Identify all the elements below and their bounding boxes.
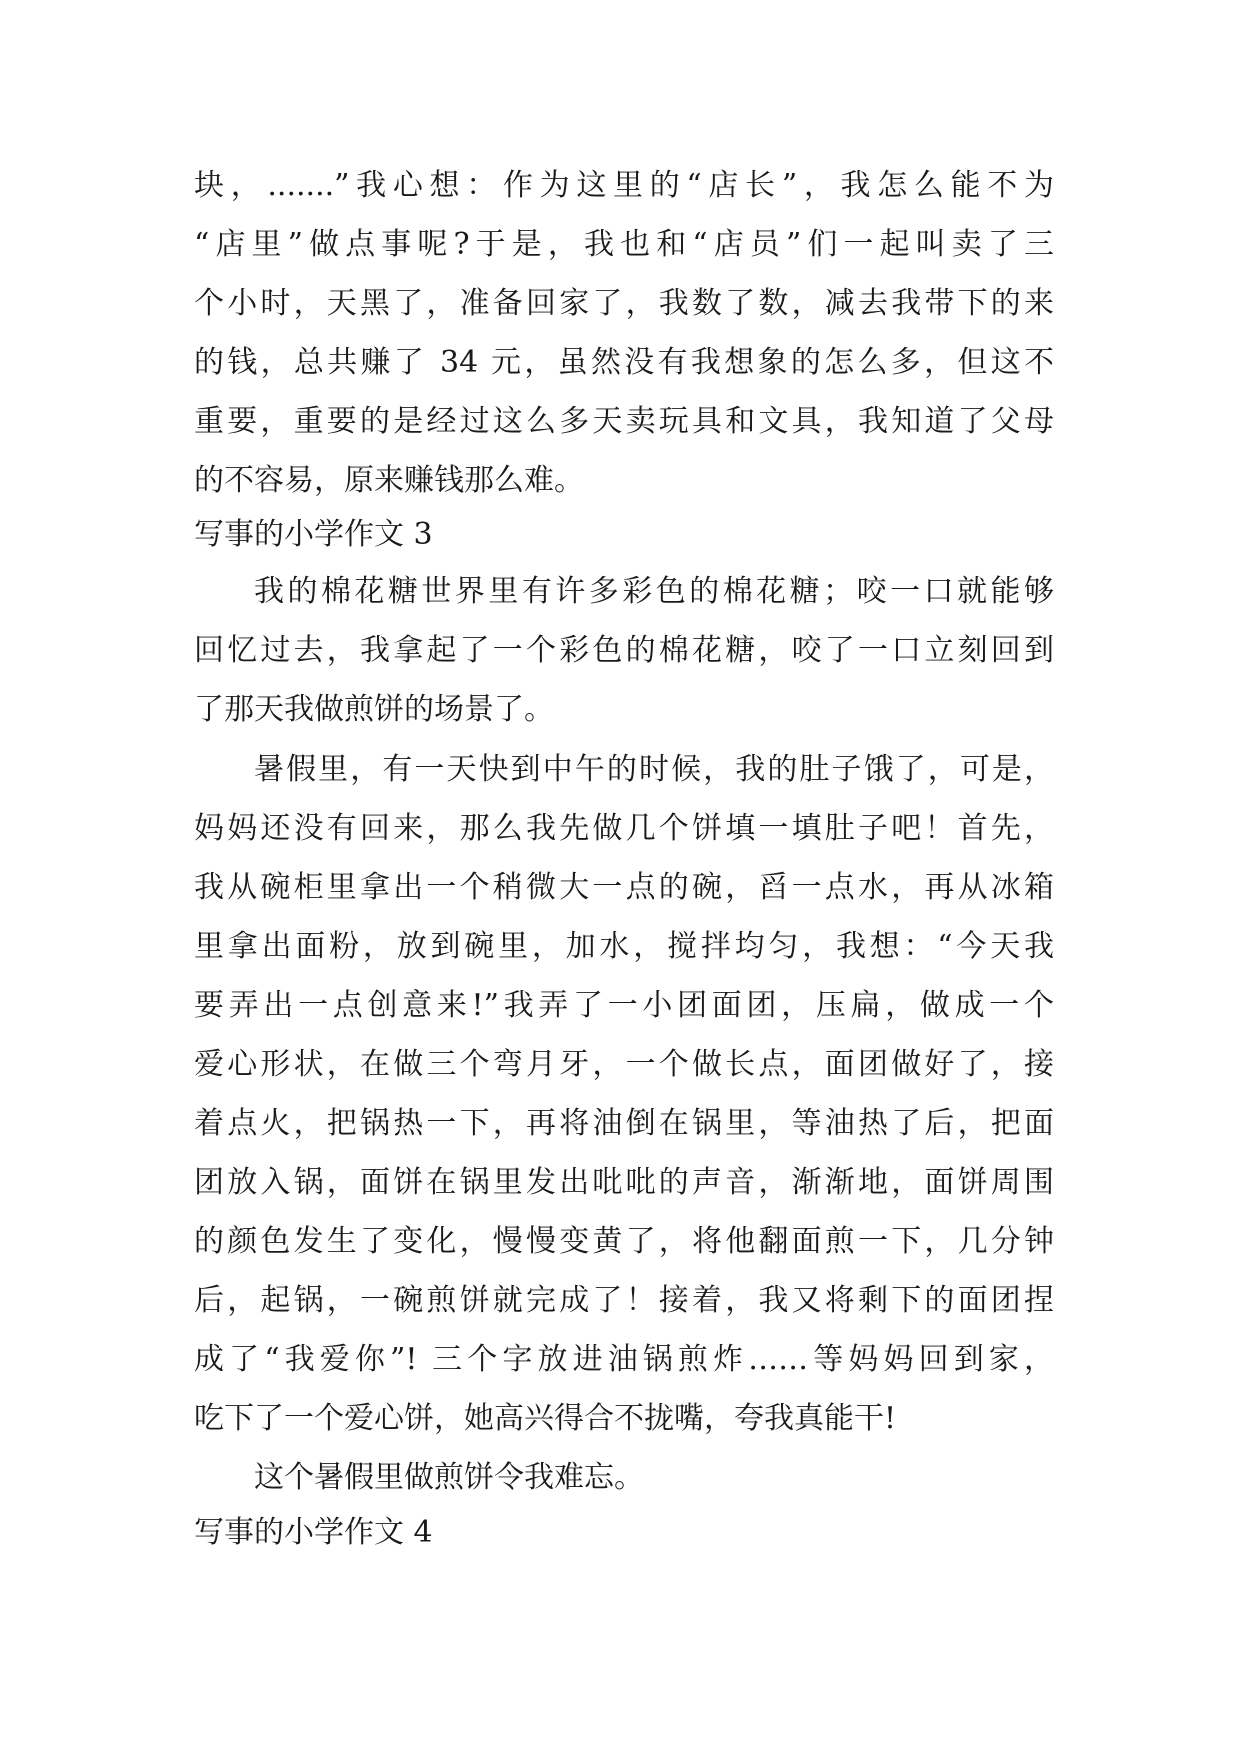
paragraph-line: 回忆过去，我拿起了一个彩色的棉花糖，咬了一口立刻回到 (194, 633, 1054, 668)
paragraph-line: 的不容易，原来赚钱那么难。 (194, 463, 584, 498)
paragraph-line: 了那天我做煎饼的场景了。 (194, 692, 554, 727)
paragraph-line: 爱心形状，在做三个弯月牙，一个做长点，面团做好了，接 (194, 1047, 1054, 1082)
paragraph-line: 个小时，天黑了，准备回家了，我数了数，减去我带下的来 (194, 286, 1054, 321)
paragraph-line: 后，起锅，一碗煎饼就完成了！接着，我又将剩下的面团捏 (194, 1283, 1054, 1318)
section-heading: 写事的小学作文 4 (194, 1515, 433, 1550)
paragraph-line: 成了“我爱你”! 三个字放进油锅煎炸……等妈妈回到家， (194, 1342, 1054, 1377)
paragraph-line: 块，.......”我心想：作为这里的“店长”，我怎么能不为 (194, 168, 1054, 203)
section-heading: 写事的小学作文 3 (194, 517, 433, 552)
paragraph-line: 的钱，总共赚了 34 元，虽然没有我想象的怎么多，但这不 (194, 345, 1054, 380)
paragraph-line: 吃下了一个爱心饼，她高兴得合不拢嘴，夸我真能干! (194, 1401, 897, 1436)
paragraph-line: 里拿出面粉，放到碗里，加水，搅拌均匀，我想：“今天我 (194, 929, 1054, 964)
paragraph-line: 妈妈还没有回来，那么我先做几个饼填一填肚子吧！首先， (194, 811, 1054, 846)
paragraph-line: 着点火，把锅热一下，再将油倒在锅里，等油热了后，把面 (194, 1106, 1054, 1141)
paragraph-line: 要弄出一点创意来!”我弄了一小团面团，压扁，做成一个 (194, 988, 1054, 1023)
paragraph-line: “店里”做点事呢?于是，我也和“店员”们一起叫卖了三 (194, 227, 1054, 262)
paragraph-line: 暑假里，有一天快到中午的时候，我的肚子饿了，可是， (254, 752, 1054, 787)
paragraph-line: 重要，重要的是经过这么多天卖玩具和文具，我知道了父母 (194, 404, 1054, 439)
paragraph-line: 我的棉花糖世界里有许多彩色的棉花糖；咬一口就能够 (254, 574, 1054, 609)
paragraph-line: 我从碗柜里拿出一个稍微大一点的碗，舀一点水，再从冰箱 (194, 870, 1054, 905)
paragraph-line: 团放入锅，面饼在锅里发出吡吡的声音，渐渐地，面饼周围 (194, 1165, 1054, 1200)
paragraph-line: 的颜色发生了变化，慢慢变黄了，将他翻面煎一下，几分钟 (194, 1224, 1054, 1259)
paragraph-line: 这个暑假里做煎饼令我难忘。 (254, 1460, 644, 1495)
